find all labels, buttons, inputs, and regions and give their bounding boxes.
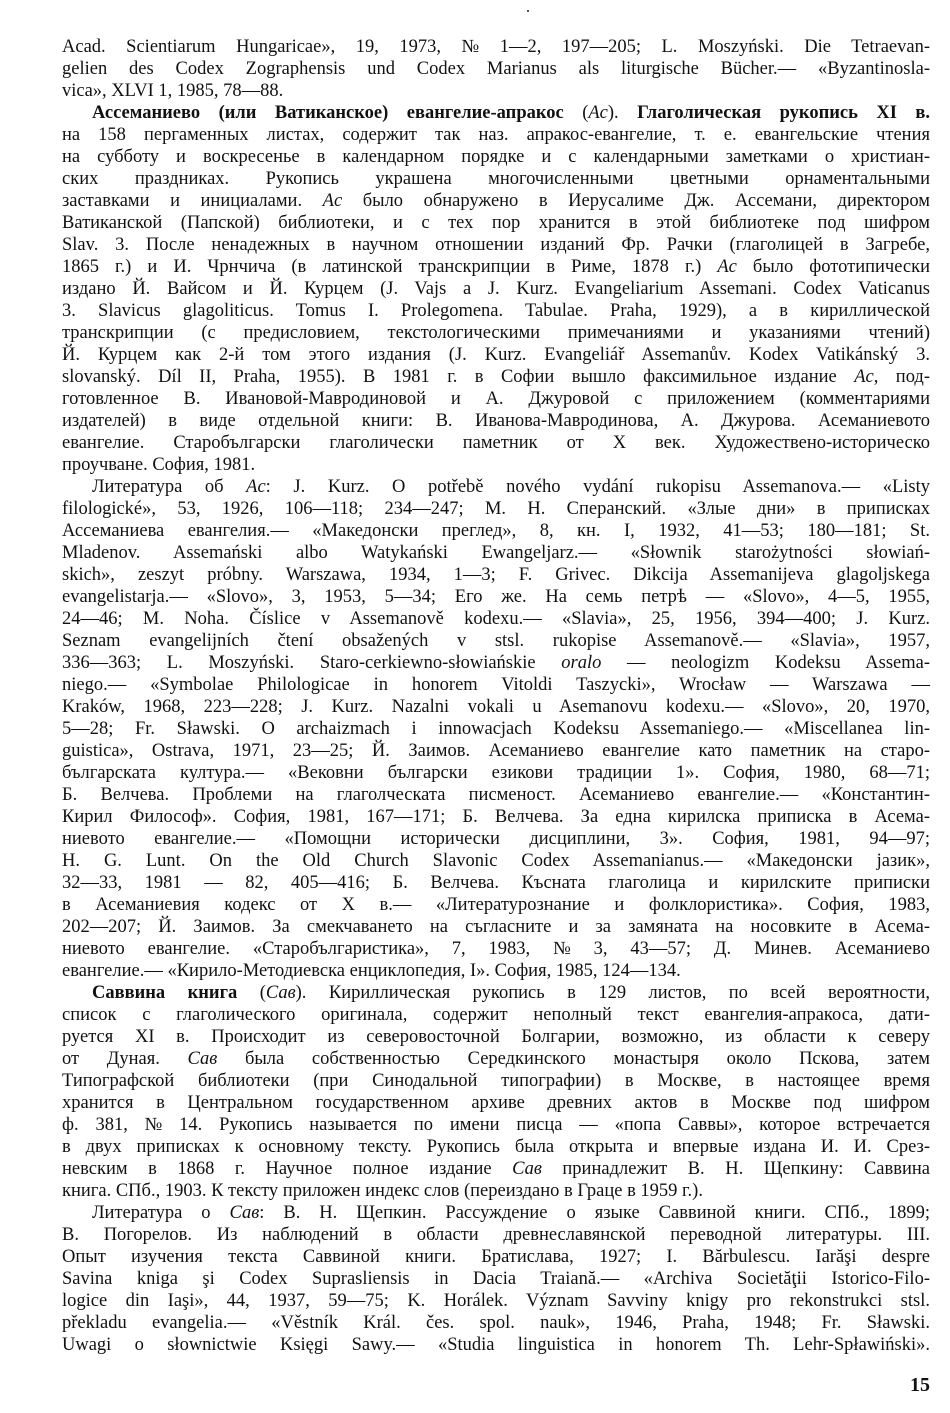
text-line [62, 652, 930, 674]
italic-text: Ac [854, 367, 874, 387]
text-line [62, 322, 930, 344]
text-line [62, 454, 930, 476]
text-line [62, 828, 930, 850]
line-text: , под- [873, 367, 930, 387]
line-text: 336—363; L. Moszyński. Staro-cerkiewno-słowiańskie [62, 653, 562, 673]
line-text: ских праздниках. Рукопись украшена многочисленными цветными орнаментальными [62, 169, 930, 189]
text-line [62, 102, 930, 124]
line-text: ( [237, 983, 266, 1003]
line-text: было фототипически [736, 257, 930, 277]
text-line [62, 1114, 930, 1136]
text-line [62, 432, 930, 454]
line-text: 24—46; M. Noha. Číslice v Assemanově kodexu.— «Slavia», 25, 1956, 394—400; J. Kurz. [62, 609, 930, 629]
line-text: guistica», Ostrava, 1971, 23—25; Й. Заимов. Асеманиево евангелие като паметник на старо- [62, 741, 930, 761]
line-text: gelien des Codex Zographensis und Codex Marianus als liturgische Bücher.— «Byzantinosla- [62, 59, 930, 79]
text-line [62, 564, 930, 586]
paragraph [62, 102, 930, 476]
text-line [62, 1048, 930, 1070]
line-text: от Дуная. [62, 1049, 188, 1069]
line-text: Кирил Философ». София, 1981, 167—171; Б. Велчева. За една кирилска приписка в Асема- [62, 807, 930, 827]
text-line [62, 1246, 930, 1268]
line-text: ). [607, 103, 638, 123]
line-text: евангелие. Старобългарски глаголически паметник от X век. Художествено-историческо [62, 433, 930, 453]
line-text: evangelistarja.— «Slovo», 3, 1953, 5—34; Его же. На семь петрѣ — «Slovo», 4—5, 1955, [62, 587, 930, 607]
line-text: на 158 пергаменных листах, содержит так наз. апракос-евангелие, т. е. евангельские чтения [62, 125, 930, 145]
italic-text: Ac [322, 191, 343, 211]
paragraph [62, 36, 930, 102]
text-line [62, 1092, 930, 1114]
line-text: заставками и инициалами. [62, 191, 323, 211]
line-text: ( [563, 103, 589, 123]
text-line [62, 80, 930, 102]
line-text: Типографской библиотеки (при Синодальной типографии) в Москве, в настоящее время [62, 1071, 930, 1091]
line-text: ниевото евангелие.— «Помощни исторически дисциплини, 3». София, 1981, 94—97; [62, 829, 930, 849]
text-line [62, 542, 930, 564]
italic-text: oralo [561, 653, 602, 673]
text-line [62, 344, 930, 366]
line-text: проучване. София, 1981. [62, 455, 256, 475]
text-line [62, 388, 930, 410]
line-text: Ватиканской (Папской) библиотеки, и с тех пор хранится в этой библиотеке под шифром [62, 213, 930, 233]
line-text: была собственностью Середкинского монастыря около Пскова, затем [217, 1049, 930, 1069]
paragraph [62, 476, 930, 982]
line-text: Kraków, 1968, 223—228; J. Kurz. Nazalni vokali u Asemanovu kodexu.— «Slovo», 20, 1970, [62, 697, 930, 717]
line-text: в Асеманиевия кодекс от X в.— «Литературознание и фолклористика». София, 1983, [62, 895, 930, 915]
text-line [62, 1224, 930, 1246]
text-line [62, 1334, 930, 1356]
text-line [62, 366, 930, 388]
text-line [62, 58, 930, 80]
text-line [62, 1290, 930, 1312]
line-text: книга. СПб., 1903. К тексту приложен индекс слов (переиздано в Граце в 1959 г.). [62, 1181, 703, 1201]
line-text: — neologizm Kodeksu Assema- [601, 653, 930, 673]
text-line [62, 784, 930, 806]
text-line [62, 1180, 930, 1202]
line-text: filologické», 53, 1926, 106—118; 234—247; М. Н. Сперанский. «Злые дни» в приписках [62, 499, 930, 519]
text-line [62, 674, 930, 696]
text-line [62, 1268, 930, 1290]
line-text: Опыт изучения текста Саввиной книги. Братислава, 1927; I. Bărbulescu. Iarăşi despre [62, 1247, 930, 1267]
text-line [62, 960, 930, 982]
text-line [62, 608, 930, 630]
line-text: было обнаружено в Иерусалиме Дж. Ассемани, директором [342, 191, 930, 211]
line-text: ниевото евангелие. «Старобългаристика», 7, 1983, № 3, 43—57; Д. Минев. Асеманиево [62, 939, 930, 959]
document-body [62, 36, 930, 1356]
text-line [62, 1136, 930, 1158]
line-text: ф. 381, № 14. Рукопись называется по имени писца — «попа Саввы», которое встречается [62, 1115, 930, 1135]
page-number: 15 [910, 1374, 930, 1396]
text-line [62, 938, 930, 960]
text-line [62, 1070, 930, 1092]
text-line [62, 894, 930, 916]
text-line [62, 1158, 930, 1180]
line-text: издателей) в виде отдельной книги: В. Иванова-Мавродинова, А. Джурова. Асеманиевото [62, 411, 930, 431]
text-line [62, 476, 930, 498]
italic-text: Сав [265, 983, 296, 1003]
text-line [62, 410, 930, 432]
line-text: logice din Iaşi», 44, 1937, 59—75; K. Horálek. Význam Savviny knigy pro rekonstrukci stsl. [62, 1291, 930, 1311]
text-line [62, 696, 930, 718]
text-line [62, 520, 930, 542]
line-text: список с глаголического оригинала, содержит неполный текст евангелия-апракоса, дати- [62, 1005, 930, 1025]
text-line [62, 124, 930, 146]
line-text: руется XI в. Происходит из северовосточной Болгарии, возможно, из области к северу [62, 1027, 930, 1047]
line-text: хранится в Центральном государственном архиве древних актов в Москве под шифром [62, 1093, 930, 1113]
italic-text: Сав [229, 1203, 260, 1223]
text-line [62, 498, 930, 520]
text-line [62, 916, 930, 938]
line-text: niego.— «Symbolae Philologicae in honorem Vitoldi Taszycki», Wrocław — Warszawa — [62, 675, 930, 695]
line-text: готовленное В. Ивановой-Мавродиновой и А. Джуровой с приложением (комментариями [62, 389, 930, 409]
line-text: 3. Slavicus glagoliticus. Tomus I. Prolegomena. Tabulae. Praha, 1929), а в кириллической [62, 301, 930, 321]
line-text: : В. Н. Щепкин. Рассуждение о языке Саввиной книги. СПб., 1899; [259, 1203, 930, 1223]
line-text: евангелие.— «Кирило-Методиевска енциклопедия, I». София, 1985, 124—134. [62, 961, 681, 981]
line-text: 202—207; Й. Заимов. За смекчаването на съгласните и за замяната на носовките в Асема- [62, 917, 930, 937]
text-line [62, 850, 930, 872]
line-text: българската култура.— «Вековни български езикови традиции 1». София, 1980, 68—71; [62, 763, 930, 783]
text-line [62, 872, 930, 894]
line-text: překladu evangelia.— «Věstník Král. čes. spol. nauk», 1946, Praha, 1948; Fr. Sławski. [62, 1313, 930, 1333]
line-text: : J. Kurz. O potřebě nového vydání rukopisu Assemanova.— «Listy [265, 477, 930, 497]
bold-text: Ассеманиево (или Ватиканское) евангелие-апракос [92, 103, 564, 123]
paragraph [62, 982, 930, 1202]
line-text: Slav. 3. После ненадежных в научном отношении изданий Фр. Рачки (глаголицей в Загребе, [62, 235, 930, 255]
line-text: Acad. Scientiarum Hungaricae», 19, 1973, № 1—2, 197—205; L. Moszyński. Die Tetraevan- [62, 37, 930, 57]
line-text: Mladenov. Assemański albo Watykański Ewangeljarz.— «Słownik starożytności słowiań- [62, 543, 930, 563]
text-line [62, 256, 930, 278]
text-line [62, 190, 930, 212]
line-text: в двух приписках к основному тексту. Рукопись была открыта и впервые издана И. И. Срез- [62, 1137, 930, 1157]
text-line [62, 1312, 930, 1334]
line-text: vica», XLVI 1, 1985, 78—88. [62, 81, 284, 101]
text-line [62, 1004, 930, 1026]
italic-text: Сав [512, 1159, 542, 1179]
line-text: H. G. Lunt. On the Old Church Slavonic Codex Assemanianus.— «Македонски јазик», [62, 851, 930, 871]
line-text: Литература об [92, 477, 247, 497]
text-line [62, 982, 930, 1004]
line-text: транскрипции (с предисловием, текстологическими примечаниями и указаниями чтений) [62, 323, 930, 343]
line-text: ). Кириллическая рукопись в 129 листов, по всей вероятности, [295, 983, 931, 1003]
italic-text: Ac [717, 257, 737, 277]
line-text: Uwagi o słownictwie Księgi Sawy.— «Studia linguistica in honorem Th. Lehr-Spławiński». [62, 1335, 930, 1355]
text-line [62, 718, 930, 740]
text-line [62, 212, 930, 234]
text-line [62, 586, 930, 608]
text-line [62, 762, 930, 784]
line-text: Б. Велчева. Проблеми на глаголческата писменост. Асеманиево евангелие.— «Константин- [62, 785, 930, 805]
line-text: невским в 1868 г. Научное полное издание [62, 1159, 513, 1179]
line-text: издано Й. Вайсом и Й. Курцем (J. Vajs a J. Kurz. Evangeliarium Assemani. Codex Vaticanus [62, 279, 930, 299]
paragraph [62, 1202, 930, 1356]
bold-text: Глаголическая рукопись XI в. [637, 103, 930, 123]
line-text: Й. Курцем как 2-й том этого издания (J. Kurz. Evangeliář Assemanův. Kodex Vatikánský 3. [62, 345, 930, 365]
italic-text: Ac [246, 477, 266, 497]
text-line [62, 1202, 930, 1224]
line-text: Seznam evangelijních čtení obsažených v stsl. rukopise Assemanově.— «Slavia», 1957, [62, 631, 930, 651]
text-line [62, 278, 930, 300]
text-line [62, 630, 930, 652]
text-line [62, 300, 930, 322]
line-text: 32—33, 1981 — 82, 405—416; Б. Велчева. Късната глаголица и кирилските приписки [62, 873, 930, 893]
line-text: 5—28; Fr. Sławski. O archaizmach i innowacjach Kodeksu Assemaniego.— «Miscellanea lin- [62, 719, 930, 739]
italic-text: Ac [588, 103, 608, 123]
text-line [62, 36, 930, 58]
line-text: slovanský. Díl II, Praha, 1955). В 1981 г. в Софии вышло факсимильное издание [62, 367, 855, 387]
text-line [62, 1026, 930, 1048]
line-text: на субботу и воскресенье в календарном порядке и с календарными заметками о христиан- [62, 147, 930, 167]
text-line [62, 168, 930, 190]
text-line [62, 146, 930, 168]
text-line [62, 234, 930, 256]
scan-speck [527, 10, 529, 12]
line-text: skich», zeszyt próbny. Warszawa, 1934, 1—3; F. Grivec. Dikcija Assemanijeva glagoljskega [62, 565, 930, 585]
line-text: 1865 г.) и И. Чрнчича (в латинской транскрипции в Риме, 1878 г.) [62, 257, 718, 277]
line-text: В. Погорелов. Из наблюдений в области древнеславянской переводной литературы. III. [62, 1225, 930, 1245]
text-line [62, 740, 930, 762]
text-line [62, 806, 930, 828]
bold-text: Саввина книга [92, 983, 238, 1003]
italic-text: Сав [187, 1049, 218, 1069]
line-text: Savina kniga şi Codex Suprasliensis in Dacia Traiană.— «Archiva Societăţii Istorico-Filo- [62, 1269, 930, 1289]
line-text: Ассеманиева евангелия.— «Македонски преглед», 8, кн. I, 1932, 41—53; 180—181; St. [62, 521, 930, 541]
line-text: принадлежит В. Н. Щепкину: Саввина [541, 1159, 930, 1179]
line-text: Литература о [92, 1203, 230, 1223]
